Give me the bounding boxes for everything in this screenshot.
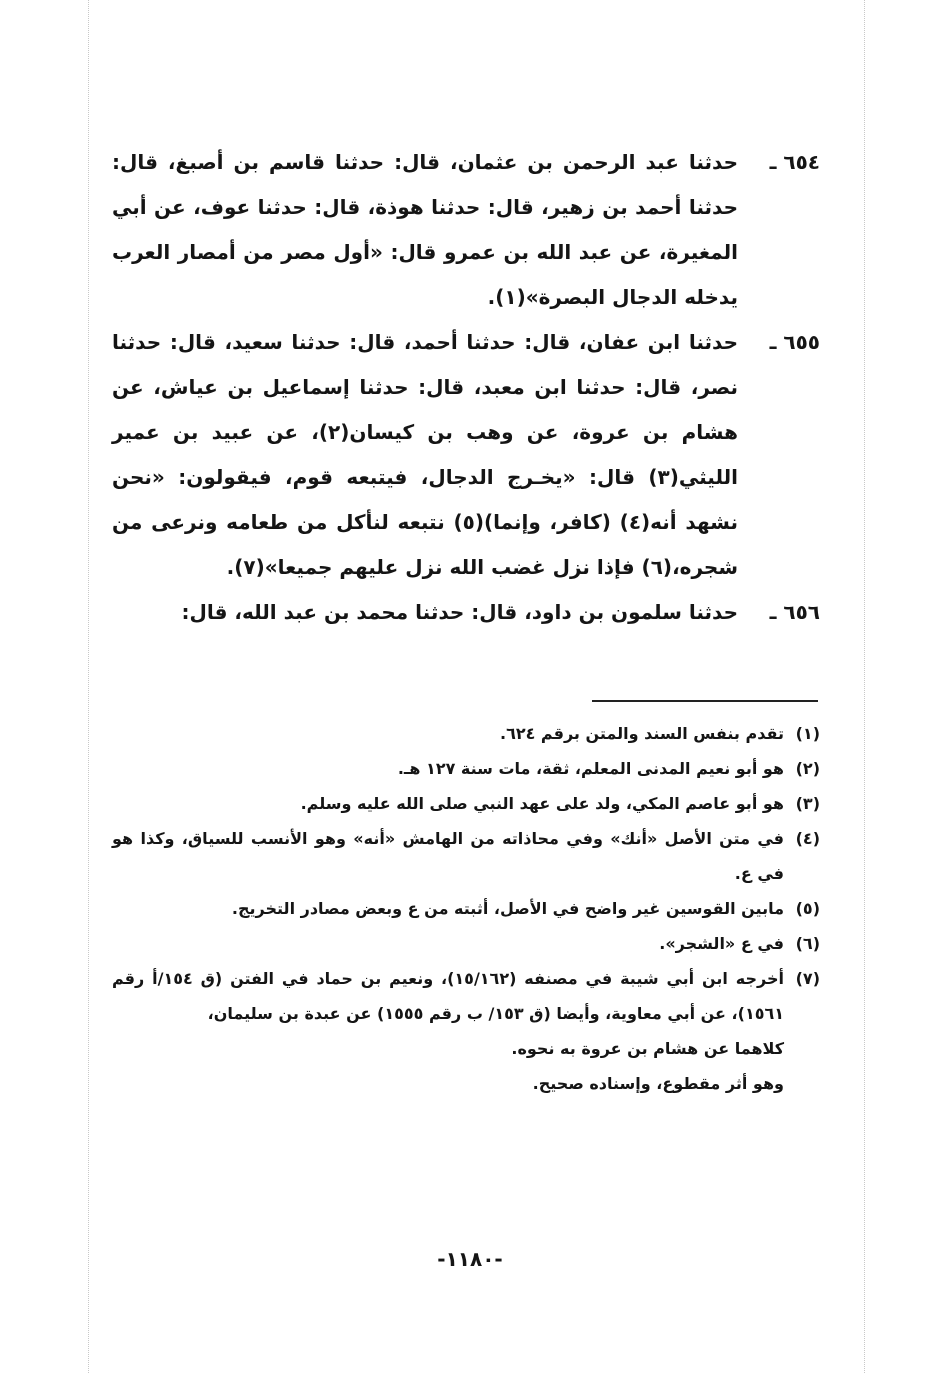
footnote-number: (١) <box>795 724 820 743</box>
footnote-text: هو أبو نعيم المدنى المعلم، ثقة، مات سنة ١٢٧ هـ. <box>397 759 784 778</box>
footnote-text: في متن الأصل «أنك» وفي محاذاته من الهامش «أنه» وهو الأنسب للسياق، وكذا هو في ع. <box>112 829 784 883</box>
entry-number: ٦٥٦ ـ <box>769 600 820 624</box>
footnote-text: في ع «الشجر». <box>659 934 784 953</box>
footnote-number: (٢) <box>795 759 820 778</box>
footnote-continuation: وهو أثر مقطوع، وإسناده صحيح. <box>532 1074 784 1093</box>
footnote-text: هو أبو عاصم المكي، ولد على عهد النبي صلى الله عليه وسلم. <box>300 794 784 813</box>
hadith-entry <box>112 320 820 590</box>
footnote-text: تقدم بنفس السند والمتن برقم ٦٢٤. <box>499 724 784 743</box>
footnote <box>112 716 820 751</box>
footnote <box>112 926 820 961</box>
footnote-number: (٤) <box>795 829 820 848</box>
entry-number: ٦٥٤ ـ <box>769 150 820 174</box>
entry-text: حدثنا عبد الرحمن بن عثمان، قال: حدثنا قاسم بن أصبغ، قال: حدثنا أحمد بن زهير، قال: حدثنا هوذة، قال: حدثنا عوف، عن أبي المغيرة، عن عبد الله بن عمرو قال: «أول مصر من أمصار العرب يدخله الدجال البصرة»(١). <box>112 150 738 309</box>
footnote-number: (٦) <box>795 934 820 953</box>
footnotes <box>112 716 820 1101</box>
footnote-continuation: كلاهما عن هشام بن عروة به نحوه. <box>511 1039 784 1058</box>
entry-number: ٦٥٥ ـ <box>769 330 820 354</box>
page-number: -١١٨٠- <box>437 1247 503 1271</box>
scan-artifact-line <box>864 0 865 1373</box>
footnote <box>112 786 820 821</box>
footnote <box>112 751 820 786</box>
footnote-number: (٥) <box>795 899 820 918</box>
footnote-number: (٣) <box>795 794 820 813</box>
footnote <box>112 821 820 891</box>
footnote <box>112 891 820 926</box>
entry-text: حدثنا ابن عفان، قال: حدثنا أحمد، قال: حدثنا سعيد، قال: حدثنا نصر، قال: حدثنا ابن معبد، قال: حدثنا إسماعيل بن عياش، عن هشام بن عروة، عن وهب بن كيسان(٢)، عن عبيد بن عمير الليثي(٣) قال: «يخـرج الدجال، فيتبعه قوم، فيقولون: «نحن نشهد أنه(٤) (كافر، وإنما)(٥) نتبعه لنأكل من طعامه ونرعى من شجره،(٦) فإذا نزل غضب الله نزل عليهم جميعا»(٧). <box>112 330 739 579</box>
footnote <box>112 961 820 1031</box>
footnote-text: مابين القوسين غير واضح في الأصل، أثبته من ع وبعض مصادر التخريج. <box>231 899 784 918</box>
entry-text: حدثنا سلمون بن داود، قال: حدثنا محمد بن عبد الله، قال: <box>181 600 738 624</box>
hadith-entry <box>112 590 820 635</box>
hadith-entry <box>112 140 820 320</box>
scan-artifact-line <box>88 0 89 1373</box>
footnote-separator <box>592 700 818 702</box>
footnote-number: (٧) <box>795 969 820 988</box>
footnote-text: أخرجه ابن أبي شيبة في مصنفه (١٥/١٦٢)، ونعيم بن حماد في الفتن (ق ١٥٤/أ رقم ١٥٦١)، عن أبي معاوية، وأيضا (ق ١٥٣/ ب رقم ١٥٥٥) عن عبدة بن سليمان، <box>112 969 784 1023</box>
main-text <box>112 140 820 635</box>
